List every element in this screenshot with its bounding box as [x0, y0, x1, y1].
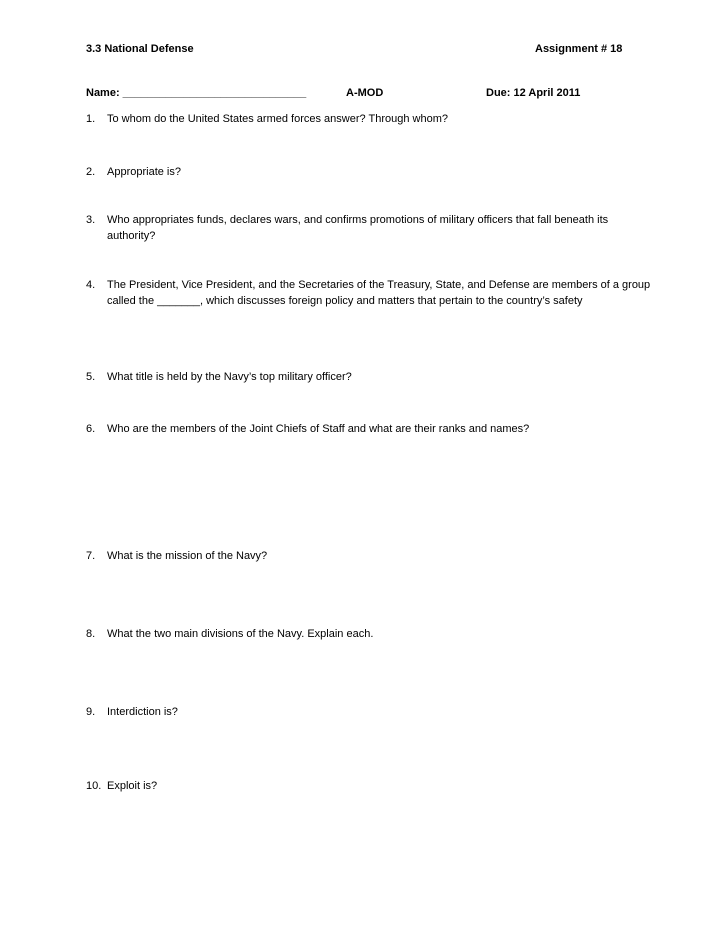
- question-5: [86, 369, 656, 385]
- name-field-label: Name: ______________________________: [86, 87, 307, 99]
- question-text: What is the mission of the Navy?: [107, 550, 268, 562]
- question-number: 9.: [86, 706, 96, 718]
- question-number: 5.: [86, 371, 96, 383]
- question-number: 1.: [86, 113, 96, 125]
- question-text: The President, Vice President, and the Secretaries of the Treasury, State, and Defense are members of a group called the _______, which discusses foreign policy and matters that pertain to the country’s safety: [107, 279, 651, 307]
- question-9: [86, 704, 656, 720]
- question-4: [86, 277, 656, 309]
- question-number: 3.: [86, 214, 96, 226]
- question-number: 2.: [86, 166, 96, 178]
- class-code: A-MOD: [346, 87, 384, 99]
- question-text: Exploit is?: [107, 780, 158, 792]
- question-2: [86, 164, 656, 180]
- question-3: [86, 212, 656, 244]
- question-1: [86, 111, 656, 127]
- question-text: What title is held by the Navy’s top military officer?: [107, 371, 352, 383]
- question-text: Appropriate is?: [107, 166, 181, 178]
- question-number: 4.: [86, 279, 96, 291]
- question-text: Who are the members of the Joint Chiefs of Staff and what are their ranks and names?: [107, 423, 530, 435]
- due-date: Due: 12 April 2011: [486, 87, 581, 99]
- question-6: [86, 421, 656, 437]
- question-text: Interdiction is?: [107, 706, 178, 718]
- question-text: What the two main divisions of the Navy. Explain each.: [107, 628, 374, 640]
- question-number: 6.: [86, 423, 96, 435]
- question-8: [86, 626, 656, 642]
- question-number: 7.: [86, 550, 96, 562]
- question-10: [86, 778, 656, 794]
- question-text: Who appropriates funds, declares wars, and confirms promotions of military officers that fall beneath its authority?: [107, 214, 609, 242]
- assignment-number: Assignment # 18: [535, 43, 623, 55]
- question-text: To whom do the United States armed forces answer? Through whom?: [107, 113, 448, 125]
- question-number: 10.: [86, 780, 102, 792]
- course-title: 3.3 National Defense: [86, 43, 194, 55]
- question-7: [86, 548, 656, 564]
- question-number: 8.: [86, 628, 96, 640]
